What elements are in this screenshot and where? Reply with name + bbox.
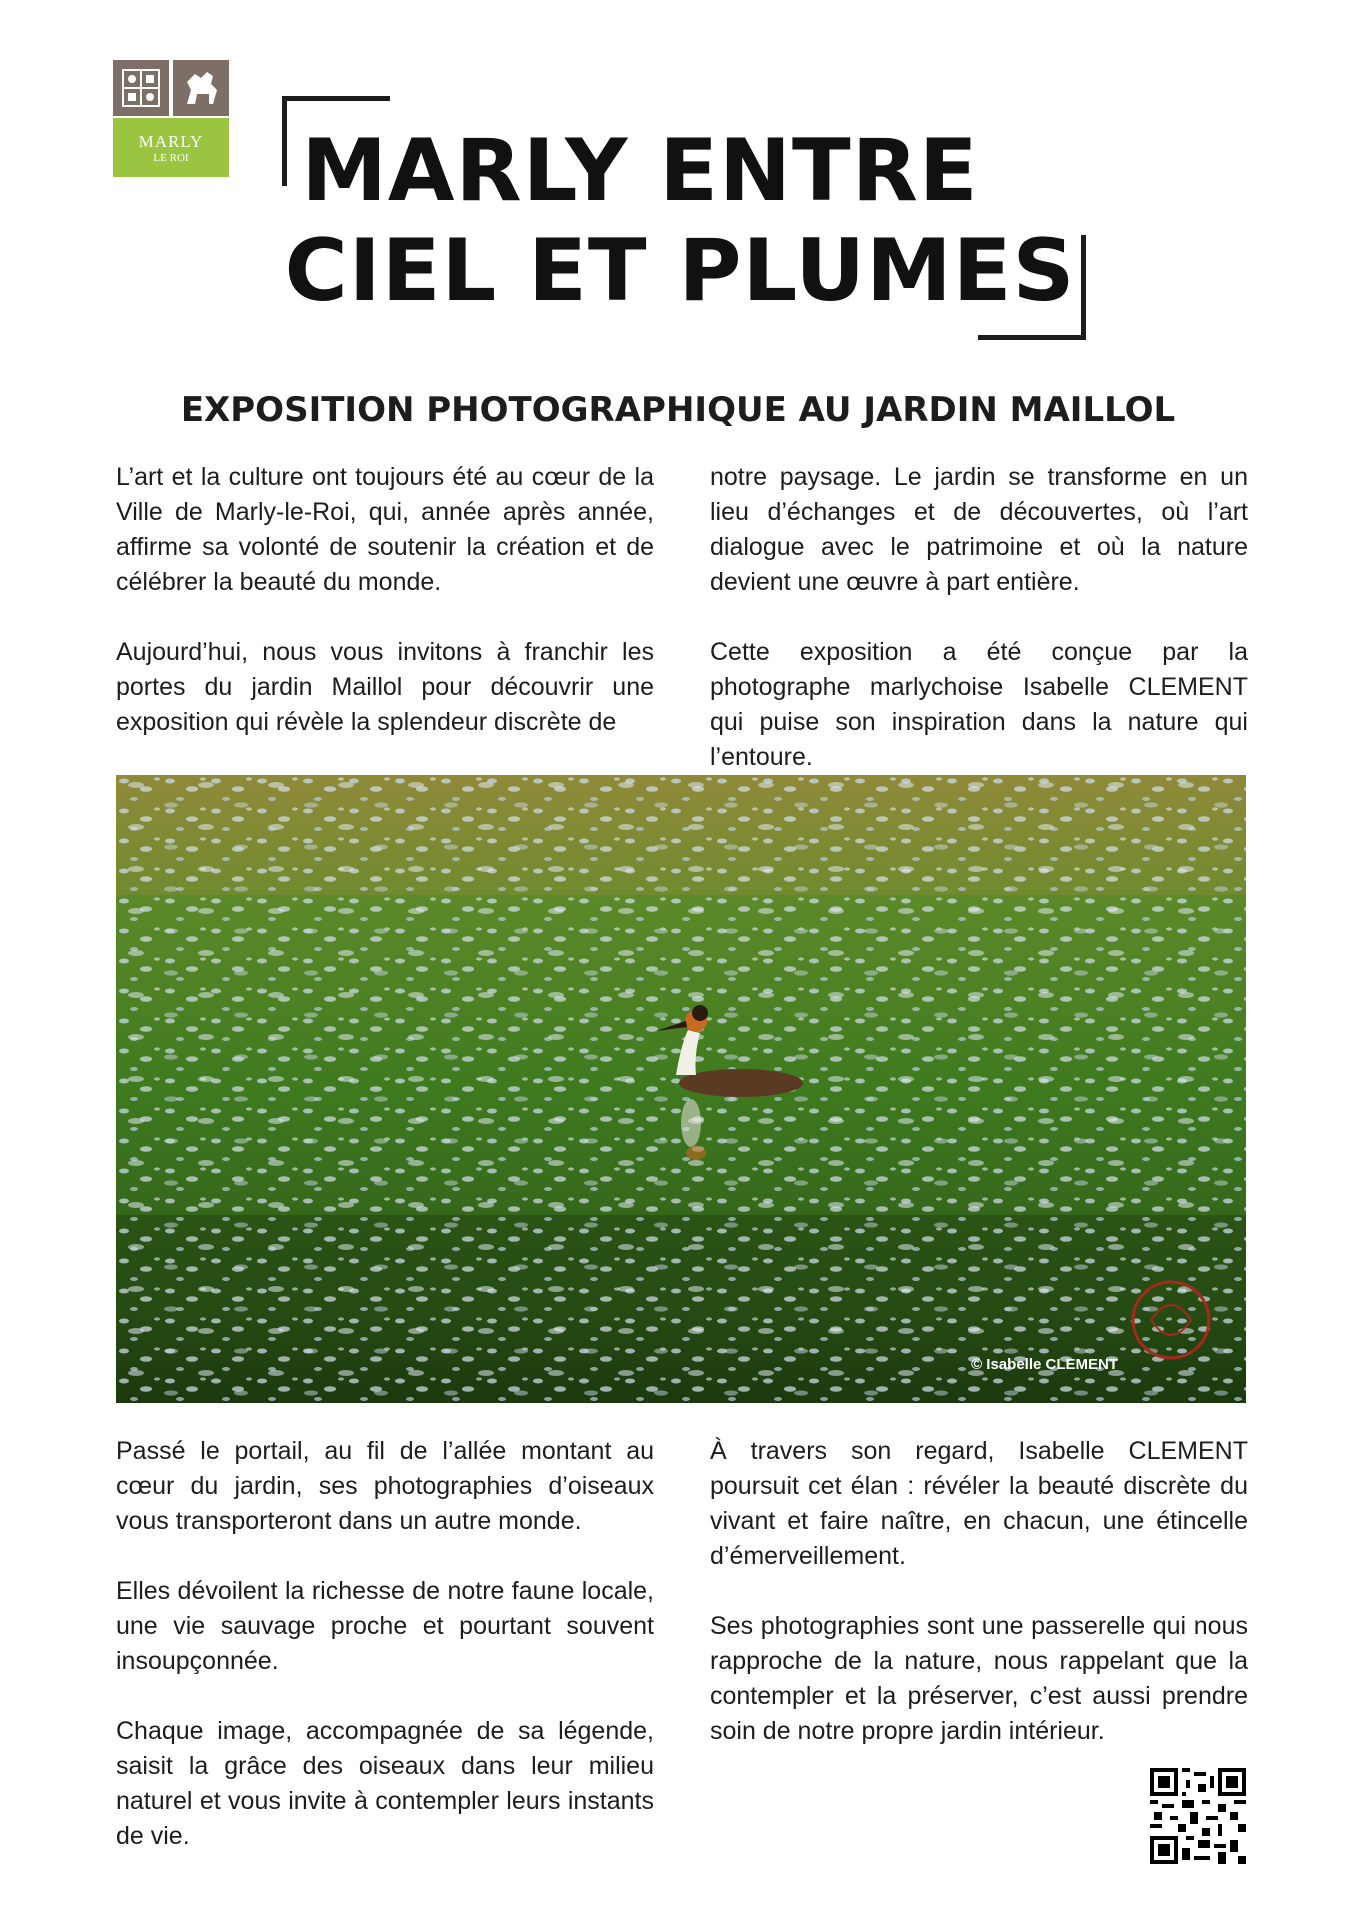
photo-credit: © Isabelle CLEMENT (971, 1356, 1118, 1373)
paragraph: Aujourd’hui, nous vous invitons à franchir les portes du jardin Maillol pour découvrir une exposition qui révèle la splendeur discrète de (116, 638, 654, 736)
paragraph: Passé le portail, au fil de l’allée montant au cœur du jardin, ses photographies d’oiseaux vous transporteront dans un autre monde. (116, 1437, 654, 1535)
paragraph: Elles dévoilent la richesse de notre faune locale, une vie sauvage proche et pourtant souvent insoupçonnée. (116, 1577, 654, 1675)
title-frame-corner (282, 96, 390, 101)
paragraph: Cette exposition a été conçue par la photographe marlychoise Isabelle CLEMENT qui puise son inspiration dans la nature qui l’entoure. (710, 638, 1248, 771)
paragraph: À travers son regard, Isabelle CLEMENT poursuit cet élan : révéler la beauté discrète du vivant et faire naître, en chacun, une étincelle d’émerveillement. (710, 1437, 1248, 1570)
qr-code[interactable] (1150, 1768, 1246, 1864)
paragraph: L’art et la culture ont toujours été au cœur de la Ville de Marly-le-Roi, qui, année après année, affirme sa volonté de soutenir la création et de célébrer la beauté du monde. (116, 463, 654, 596)
logo-wordmark (113, 118, 229, 177)
body-column-left (116, 1434, 654, 1889)
paragraph: Ses photographies sont une passerelle qui nous rapproche de la nature, nous rappelant que la contempler et la préserver, c’est aussi prendre soin de notre propre jardin intérieur. (710, 1612, 1248, 1745)
page-title-line-2: CIEL ET PLUMES (284, 221, 1076, 321)
title-frame-corner (978, 335, 1086, 340)
logo-subname: LE ROI (153, 152, 189, 164)
paragraph: Chaque image, accompagnée de sa légende, saisit la grâce des oiseaux dans leur milieu naturel et vous invite à contempler leurs instants de vie. (116, 1717, 654, 1850)
page-subtitle: EXPOSITION PHOTOGRAPHIQUE AU JARDIN MAILLOL (180, 390, 1176, 430)
intro-column-right (710, 460, 1248, 810)
coat-of-arms-icon (113, 60, 169, 116)
grebe-photograph (116, 775, 1246, 1403)
marly-le-roi-logo (113, 60, 229, 177)
horse-icon (173, 60, 229, 116)
paragraph: notre paysage. Le jardin se transforme en un lieu d’échanges et de découvertes, où l’art dialogue avec le patrimoine et où la nature devient une œuvre à part entière. (710, 463, 1248, 596)
page-title-line-1: MARLY ENTRE (301, 121, 979, 221)
intro-column-left (116, 460, 654, 775)
logo-name: MARLY (138, 132, 204, 151)
body-column-right (710, 1434, 1248, 1784)
